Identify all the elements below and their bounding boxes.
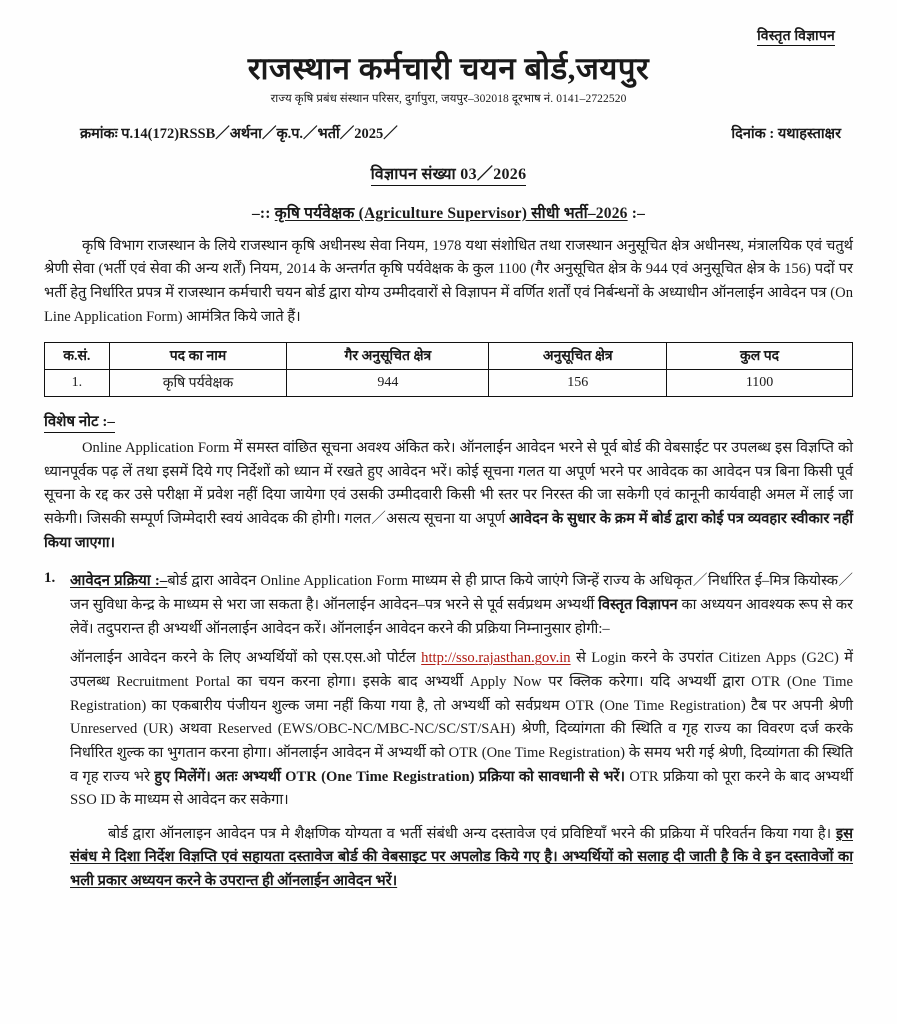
organization-title: राजस्थान कर्मचारी चयन बोर्ड,जयपुर xyxy=(247,51,650,86)
special-note-heading: विशेष नोट :– xyxy=(44,411,115,433)
item-body xyxy=(70,569,853,893)
application-process-heading: आवेदन प्रक्रिया :– xyxy=(70,573,168,590)
special-note-paragraph xyxy=(44,437,853,555)
sso-text-post-2: OTR प्रक्रिया को पूरा करने के बाद अभ्यर्थी SSO ID के माध्यम से आवेदन कर सकेगा। xyxy=(70,768,853,809)
post-title-line xyxy=(44,201,853,223)
detailed-advertisement-banner xyxy=(44,26,835,45)
intro-paragraph: कृषि विभाग राजस्थान के लिये राजस्थान कृषि अधीनस्थ सेवा नियम, 1978 यथा संशोधित तथा राजस्थान अनुसूचित क्षेत्र अधीनस्थ, मंत्रालयिक एवं चतुर्थ श्रेणी सेवा (भर्ती एवं सेवा की अन्य शर्तें) नियम, 2014 के अन्तर्गत कृषि पर्यवेक्षक के कुल 1100 (गैर अनुसूचित क्षेत्र के 944 एवं अनुसूचित क्षेत्र के 156) पदों पर भर्ती हेतु निर्धारित प्रपत्र में राजस्थान कर्मचारी चयन बोर्ड द्वारा योग्य उम्मीदवारों से विज्ञापन में वर्णित शर्तों एवं निर्बन्धनों के अध्याधीन ऑनलाईन आवेदन पत्र (On Line Application Form) आमंत्रित किये जाते हैं। xyxy=(44,237,853,325)
cell-post-name: कृषि पर्यवेक्षक xyxy=(109,370,287,397)
advertisement-number-text: विज्ञापन संख्या 03／2026 xyxy=(371,166,527,186)
online-form-change-paragraph xyxy=(70,823,853,894)
item-number: 1. xyxy=(44,570,56,587)
sso-portal-link[interactable]: http://sso.rajasthan.gov.in xyxy=(421,650,571,667)
application-process-item xyxy=(44,569,853,893)
special-note-section xyxy=(44,397,853,555)
sso-text-post: से Login करने के उपरांत Citizen Apps (G2C) में उपलब्ध Recruitment Portal का चयन करना होगा। इसके बाद अभ्यर्थी Apply Now पर क्लिक करेगा। यदि अभ्यर्थी द्वारा OTR (One Time Registration) का एकबारीय पंजीयन शुल्क जमा नहीं किया गया है, तो अभ्यर्थी को सर्वप्रथम OTR (One Time Registration) टैब पर अपनी श्रेणी Unreserved (UR) अथवा Reserved (EWS/OBC-NC/MBC-NC/SC/ST/SAH) श्रेणी, दिव्यांगता की स्थिति व गृह राज्य का विवरण दर्ज करके निर्धारित शुल्क का भुगतान करना होगा। ऑनलाईन आवेदन में अभ्यर्थी को OTR (One Time Registration) के समय भरी गई श्रेणी, दिव्यांगता की स्थिति व गृह राज्य भरे xyxy=(70,650,853,785)
cell-serial: 1. xyxy=(45,370,110,397)
file-number: क्रमांकः प.14(172)RSSB／अर्थना／कृ.प.／भर्ती／2025／ xyxy=(80,125,398,142)
detailed-ad-emphasis: विस्तृत विज्ञापन xyxy=(598,597,678,614)
post-line-prefix: –:: xyxy=(251,204,271,222)
application-process-text-a: बोर्ड द्वारा आवेदन Online Application Form माध्यम से ही प्राप्त किये जाएंगे जिन्हें राज्य के अधिकृत／निर्धारित ई–मित्र कियोस्क／जन सुविधा केन्द्र के माध्यम से भरा जा सकता है। ऑनलाईन आवेदन–पत्र भरने से पूर्व सर्वप्रथम अभ्यर्थी xyxy=(70,573,853,614)
document-meta-row xyxy=(44,122,853,143)
form-change-bold-underline: इस संबंध मे दिशा निर्देश विज्ञप्ति एवं सहायता दस्तावेज बोर्ड की वेबसाइट पर अपलोड किये गए है। अभ्यर्थियों को सलाह दी जाती है कि वे इन दस्तावेजों का भली प्रकार अध्ययन करने के उपरान्त ही ऑनलाईन आवेदन भरें। xyxy=(70,825,853,890)
sso-text-pre: ऑनलाईन आवेदन करने के लिए अभ्यर्थियों को एस.एस.ओ पोर्टल xyxy=(70,650,422,667)
document-date: दिनांक : यथाहस्ताक्षर xyxy=(731,125,841,142)
post-line-suffix: :– xyxy=(631,204,646,222)
special-note-text: Online Application Form में समस्त वांछित सूचना अवश्य अंकित करे। ऑनलाईन आवेदन भरने से पूर्व बोर्ड की वेबसाईट पर उपलब्ध इस विज्ञप्ति को ध्यानपूर्वक पढ़ लें तथा इसमें दिये गए निर्देशों को ध्यान में रखते हुए आवेदन भरें। कोई सूचना गलत या अपूर्ण भरने पर आवेदक का आवेदन पत्र बिना किसी पूर्व सूचना के रद्द कर उसे परीक्षा में प्रवेश नहीं दिया जायेगा एवं उसकी उम्मीदवारी किसी भी स्तर पर निरस्त की जा सकेगी एवं कानूनी कार्यवाही अमल में लाई जा सकेगी। जिसकी सम्पूर्ण जिम्मेदारी स्वयं आवेदक की होगी। गलत／असत्य सूचना या अपूर्ण xyxy=(44,440,853,528)
sso-portal-paragraph xyxy=(70,647,853,812)
cell-non-scheduled: 944 xyxy=(287,370,489,397)
organization-address: राज्य कृषि प्रबंध संस्थान परिसर, दुर्गापुरा, जयपुर–302018 दूरभाष नं. 0141–2722520 xyxy=(270,92,627,105)
table-header-scheduled: अनुसूचित क्षेत्र xyxy=(489,343,667,370)
detailed-advertisement-text: विस्तृत विज्ञापन xyxy=(757,29,835,44)
post-line-main: कृषि पर्यवेक्षक (Agriculture Supervisor) सीधी भर्ती–2026 xyxy=(274,204,628,222)
table-header-non-scheduled: गैर अनुसूचित क्षेत्र xyxy=(287,343,489,370)
special-note-bold: आवेदन के सुधार के क्रम में बोर्ड द्वारा कोई पत्र व्यवहार स्वीकार नहीं किया जाएगा। xyxy=(44,511,854,551)
table-row xyxy=(45,370,853,397)
form-change-text: बोर्ड द्वारा ऑनलाइन आवेदन पत्र मे शैक्षणिक योग्यता व भर्ती संबंधी अन्य दस्तावेज एवं प्रविष्टियाँ भरने की प्रक्रिया में परिवर्तन किया गया है। xyxy=(108,825,836,842)
table-header-total: कुल पद xyxy=(667,343,853,370)
application-process-text-a-cont: का अध्ययन आवश्यक रूप से कर लेवें। तदुपरान्त ही अभ्यर्थी ऑनलाईन आवेदन करें। ऑनलाईन आवेदन करने की प्रक्रिया निम्नानुसार होगी:– xyxy=(70,597,853,637)
table-header-serial: क.सं. xyxy=(45,343,110,370)
cell-total: 1100 xyxy=(667,370,853,397)
advertisement-number xyxy=(44,161,853,184)
otr-warning-bold: हुए मिलेंगें। अतः अभ्यर्थी OTR (One Time Registration) प्रक्रिया को सावधानी से भरें। xyxy=(154,768,625,785)
posts-table xyxy=(44,342,853,397)
cell-scheduled: 156 xyxy=(489,370,667,397)
table-header-post-name: पद का नाम xyxy=(109,343,287,370)
table-header-row xyxy=(45,343,853,370)
